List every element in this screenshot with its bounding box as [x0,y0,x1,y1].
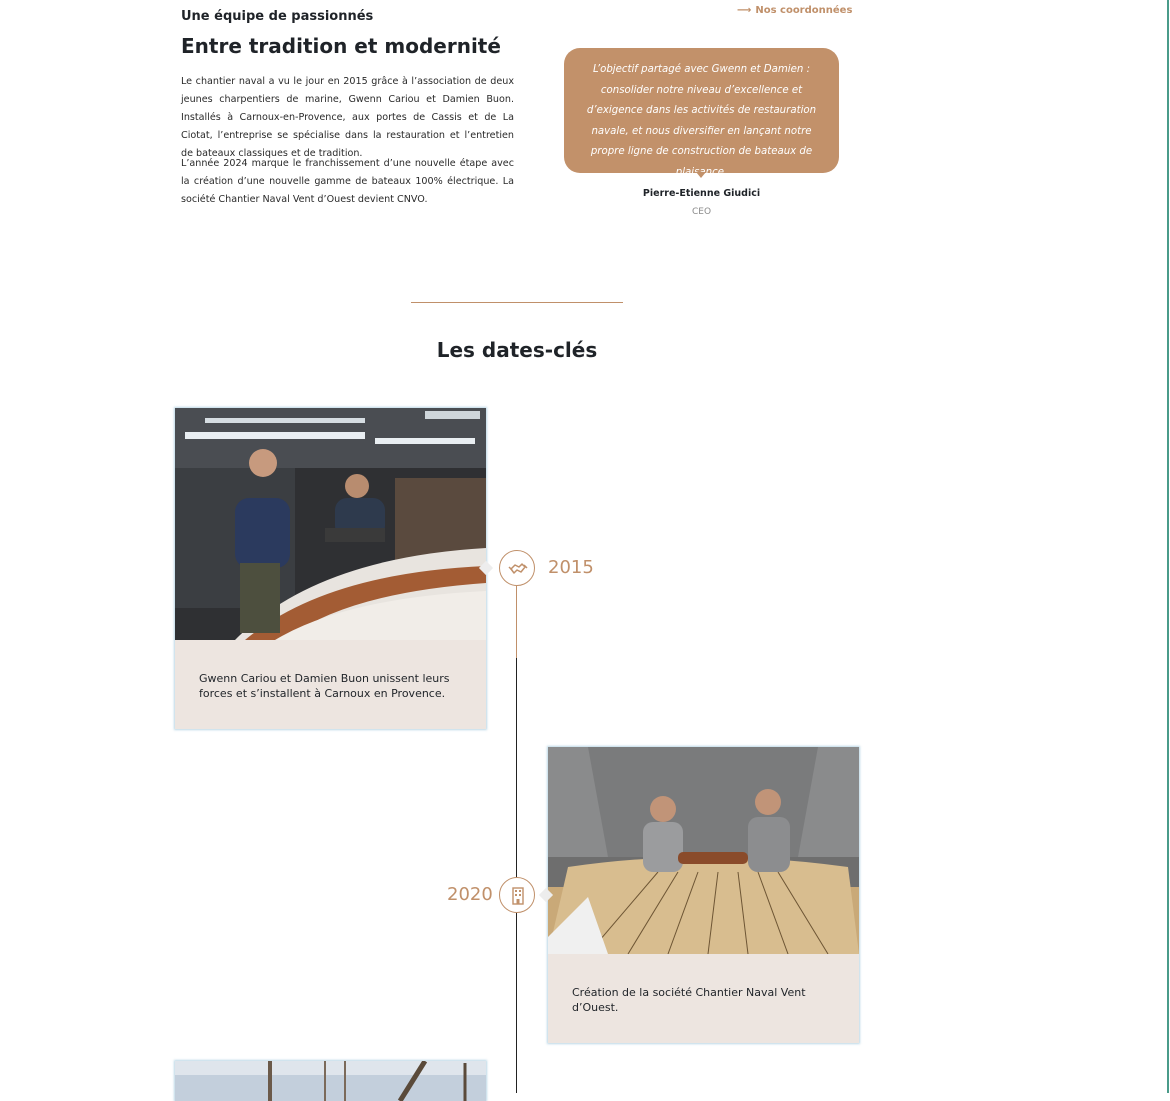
timeline-marker-2020 [499,877,535,913]
quote-author: Pierre-Etienne Giudici [642,188,761,199]
timeline-year-2020: 2020 [447,884,493,905]
timeline-line [516,658,517,1093]
building-icon [500,878,536,914]
boat-deck-photo-2020 [548,747,859,954]
section-title: Entre tradition et modernité [181,34,501,58]
intro-paragraph-2: L’année 2024 marque le franchissement d’une nouvelle étape avec la création d’une nouvelle gamme de bateaux 100% électrique. La société Chantier Naval Vent d’Ouest devient CNVO. [181,158,514,205]
contact-details-label: Nos coordonnées [755,5,853,16]
timeline-desc-2015: Gwenn Cariou et Damien Buon unissent leurs forces et s’installent à Carnoux en Provence. [199,672,450,700]
timeline-year-2015: 2015 [548,557,594,578]
section-divider [411,302,623,303]
handshake-icon [500,551,536,587]
quote-author-role: CEO [691,207,712,217]
harbor-photo [175,1061,486,1101]
workshop-photo-2015 [175,408,486,640]
contact-details-link[interactable] [737,5,852,16]
page-edge-rule [1167,0,1169,1093]
timeline-desc-2020: Création de la société Chantier Naval Vent d’Ouest. [572,986,806,1014]
timeline-card-next [175,1061,486,1101]
timeline-marker-2015 [499,550,535,586]
arrow-right-icon: ⟶ [737,5,752,16]
timeline-progress-line [516,586,517,658]
intro-paragraph-1: Le chantier naval a vu le jour en 2015 grâce à l’association de deux jeunes charpentiers de marine, Gwenn Cariou et Damien Buon. Installés à Carnoux-en-Provence, aux portes de Cassis et de La Ciotat, l’entreprise se spécialise dans la restauration et l’entretien de bateaux classiques et de tradition. [181,76,514,159]
timeline-card-2015 [175,408,486,729]
quote-text: L’objectif partagé avec Gwenn et Damien : consolider notre niveau d’excellence et d’exigence dans les activités de restauration navale, et nous diversifier en lançant notre propre ligne de construction de bateaux de plaisance. [586,64,817,178]
quote-bubble [564,48,839,178]
section-kicker: Une équipe de passionnés [181,9,374,24]
quote-bubble-tail [696,172,706,178]
timeline-card-2020 [548,747,859,1043]
timeline-title: Les dates-clés [436,338,598,362]
